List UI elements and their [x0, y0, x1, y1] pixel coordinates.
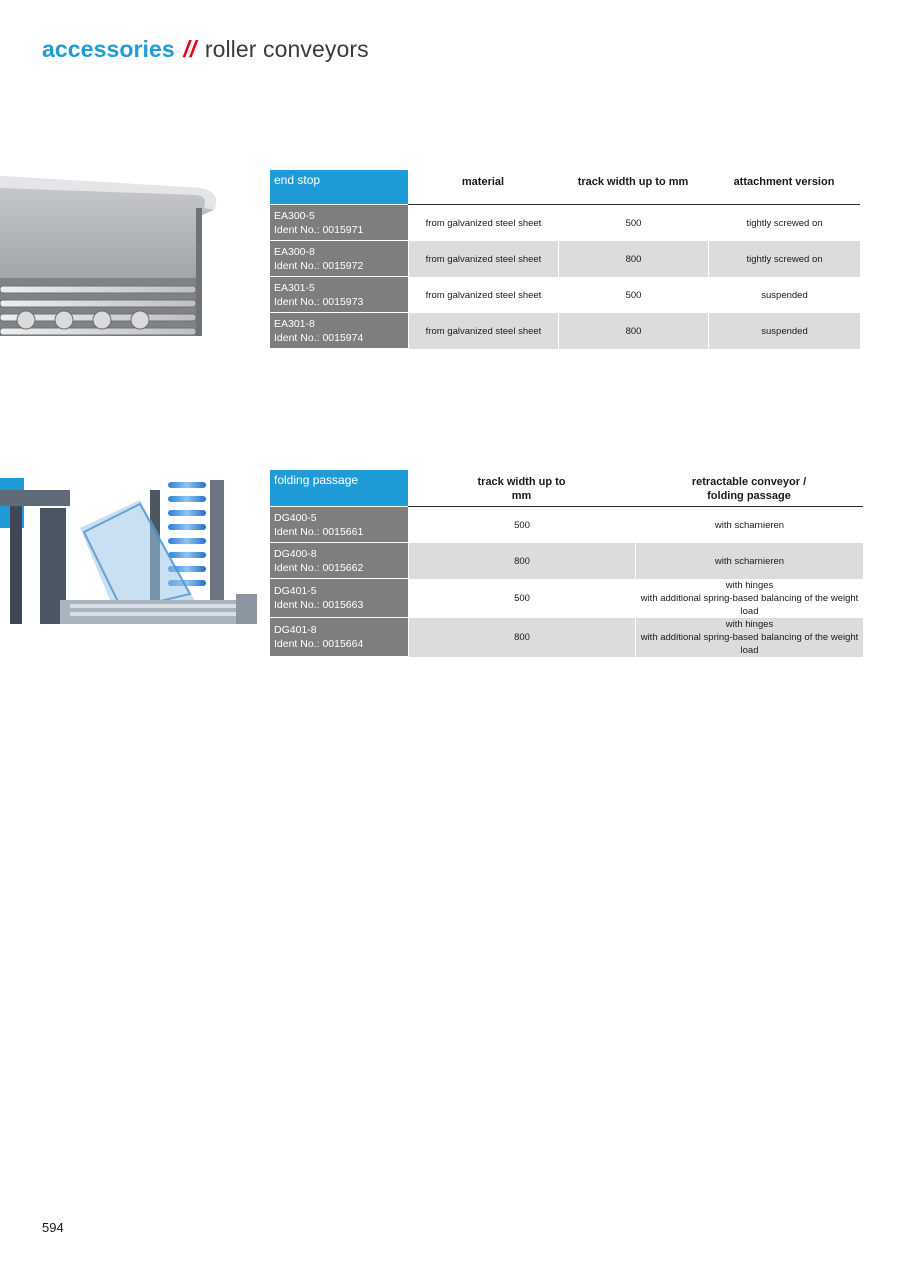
- product-code-cell: [270, 241, 408, 277]
- attachment-cell: suspended: [708, 313, 860, 349]
- folding-passage-table: [270, 470, 863, 657]
- product-code-cell: [270, 205, 408, 241]
- product-code: EA301-5: [274, 281, 315, 294]
- product-code-cell: [270, 543, 408, 579]
- ident-number: Ident No.: 0015662: [274, 561, 364, 574]
- col-attachment: attachment version: [708, 170, 860, 205]
- title-category: accessories: [42, 36, 175, 62]
- title-subtitle: roller conveyors: [204, 36, 369, 62]
- table-row: [270, 277, 860, 313]
- product-code: DG401-5: [274, 585, 317, 597]
- version-cell: [635, 579, 863, 618]
- width-cell: 500: [408, 579, 635, 618]
- material-cell: from galvanized steel sheet: [408, 313, 558, 349]
- page-title: [42, 36, 369, 63]
- product-code: DG401-8: [274, 624, 317, 636]
- end-stop-title: end stop: [270, 170, 408, 205]
- folding-passage-title: folding passage: [270, 470, 408, 507]
- col-material: material: [408, 170, 558, 205]
- title-separator: //: [183, 36, 197, 62]
- table-row: [270, 579, 863, 618]
- ident-number: Ident No.: 0015971: [274, 223, 364, 236]
- attachment-cell: suspended: [708, 277, 860, 313]
- table-row: [270, 618, 863, 657]
- ident-number: Ident No.: 0015973: [274, 295, 364, 308]
- product-code-cell: [270, 507, 408, 543]
- end-stop-table: [270, 170, 860, 349]
- attachment-cell: tightly screwed on: [708, 241, 860, 277]
- ident-number: Ident No.: 0015974: [274, 331, 364, 344]
- table-row: [270, 507, 863, 543]
- version-line: with hinges: [725, 580, 774, 591]
- width-cell: 500: [408, 507, 635, 543]
- width-cell: 800: [558, 313, 708, 349]
- product-code-cell: [270, 277, 408, 313]
- table-row: [270, 205, 860, 241]
- ident-number: Ident No.: 0015663: [274, 599, 364, 611]
- version-line: with hinges: [725, 619, 774, 630]
- product-code: EA300-5: [274, 209, 315, 222]
- col-track-width: track width up to mm: [558, 170, 708, 205]
- product-code-cell: [270, 313, 408, 349]
- ident-number: Ident No.: 0015972: [274, 259, 364, 272]
- col-version: retractable conveyor / folding passage: [635, 470, 863, 507]
- width-cell: 800: [408, 543, 635, 579]
- table-row: [270, 241, 860, 277]
- material-cell: from galvanized steel sheet: [408, 277, 558, 313]
- version-cell: [635, 507, 863, 543]
- product-code-cell: [270, 618, 408, 657]
- width-cell: 800: [558, 241, 708, 277]
- product-code: EA300-8: [274, 245, 315, 258]
- end-stop-photo: [0, 168, 257, 336]
- page-number: 594: [42, 1220, 64, 1235]
- version-line: with scharnieren: [714, 555, 785, 567]
- version-line: with scharnieren: [714, 519, 785, 531]
- table-row: [270, 543, 863, 579]
- table-row: [270, 313, 860, 349]
- product-code: EA301-8: [274, 317, 315, 330]
- attachment-cell: tightly screwed on: [708, 205, 860, 241]
- product-code-cell: [270, 579, 408, 618]
- width-cell: 500: [558, 205, 708, 241]
- material-cell: from galvanized steel sheet: [408, 241, 558, 277]
- version-line-2: with additional spring-based balancing of the weight load: [640, 632, 859, 656]
- col-track-width: track width up to mm: [408, 470, 635, 507]
- width-cell: 800: [408, 618, 635, 657]
- material-cell: from galvanized steel sheet: [408, 205, 558, 241]
- product-code: DG400-5: [274, 511, 317, 524]
- version-cell: [635, 618, 863, 657]
- ident-number: Ident No.: 0015661: [274, 525, 364, 538]
- width-cell: 500: [558, 277, 708, 313]
- version-cell: [635, 543, 863, 579]
- product-code: DG400-8: [274, 547, 317, 560]
- folding-passage-photo: [0, 470, 257, 624]
- version-line-2: with additional spring-based balancing of the weight load: [640, 593, 859, 617]
- ident-number: Ident No.: 0015664: [274, 638, 364, 650]
